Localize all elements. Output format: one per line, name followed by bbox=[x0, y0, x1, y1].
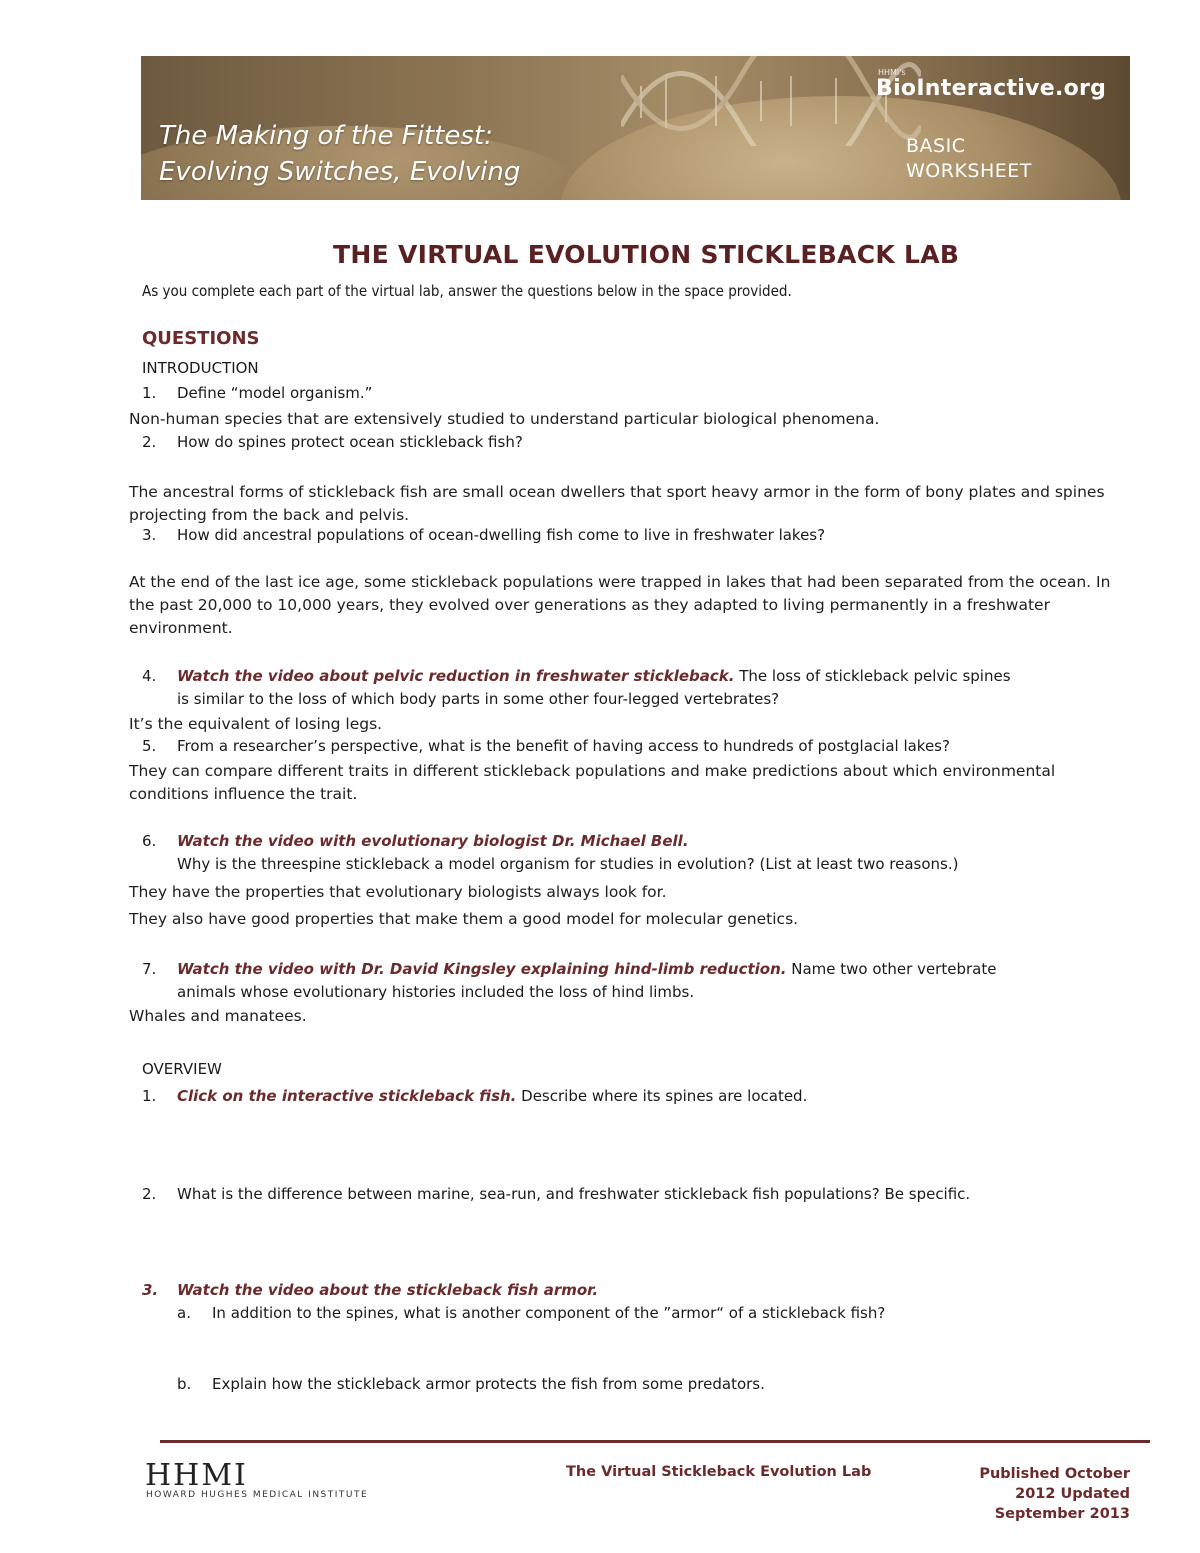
question-text: The loss of stickleback pelvic spines bbox=[734, 667, 1011, 685]
introduction-label: INTRODUCTION bbox=[142, 359, 259, 377]
question-intro-3 bbox=[142, 526, 825, 544]
banner-title-line2: Evolving Switches, Evolving bbox=[159, 157, 521, 187]
question-number: 6. bbox=[142, 832, 157, 850]
question-number: 5. bbox=[142, 737, 157, 755]
question-intro-4-cont: is similar to the loss of which body parts in some other four-legged vertebrates? bbox=[177, 690, 780, 708]
question-number: 7. bbox=[142, 960, 157, 978]
question-overview-3a bbox=[177, 1304, 885, 1322]
question-lead: Watch the video with evolutionary biologist Dr. Michael Bell. bbox=[177, 832, 689, 850]
dna-helix-icon bbox=[621, 56, 921, 146]
question-letter: b. bbox=[177, 1375, 192, 1393]
intro-text: As you complete each part of the virtual lab, answer the questions below in the space provided. bbox=[142, 282, 792, 300]
answer-intro-7: Whales and manatees. bbox=[129, 1007, 307, 1025]
question-overview-3 bbox=[142, 1281, 598, 1299]
badge-line2: WORKSHEET bbox=[906, 160, 1032, 182]
footer-date-line3: September 2013 bbox=[994, 1506, 1130, 1522]
answer-intro-2: The ancestral forms of stickleback fish are small ocean dwellers that sport heavy armor in the form of bony plates and spines projecting from the back and pelvis. bbox=[129, 483, 1105, 524]
question-text: From a researcher’s perspective, what is the benefit of having access to hundreds of postglacial lakes? bbox=[177, 737, 950, 755]
hhmi-logo-subtitle: HOWARD HUGHES MEDICAL INSTITUTE bbox=[146, 1490, 369, 1500]
footer-divider bbox=[160, 1440, 1150, 1443]
answer-intro-5: They can compare different traits in different stickleback populations and make predictions about which environmental conditions influence the trait. bbox=[129, 762, 1056, 803]
question-number: 1. bbox=[142, 384, 157, 402]
question-text: Name two other vertebrate bbox=[786, 960, 997, 978]
question-intro-1 bbox=[142, 384, 372, 402]
header-banner bbox=[141, 56, 1130, 200]
question-number: 4. bbox=[142, 667, 157, 685]
question-intro-6-cont: Why is the threespine stickleback a model organism for studies in evolution? (List at least two reasons.) bbox=[177, 855, 959, 873]
footer-date-line2: 2012 Updated bbox=[1015, 1486, 1130, 1502]
page-title: THE VIRTUAL EVOLUTION STICKLEBACK LAB bbox=[333, 240, 960, 269]
question-overview-3b bbox=[177, 1375, 765, 1393]
footer-date bbox=[979, 1464, 1130, 1524]
question-lead: Click on the interactive stickleback fish. bbox=[177, 1087, 517, 1105]
question-text: Define “model organism.” bbox=[177, 384, 373, 402]
question-intro-5 bbox=[142, 737, 950, 755]
question-number: 2. bbox=[142, 433, 157, 451]
section-title: QUESTIONS bbox=[142, 328, 260, 349]
question-text: How did ancestral populations of ocean-dwelling fish come to live in freshwater lakes? bbox=[177, 526, 826, 544]
question-lead: Watch the video about pelvic reduction in freshwater stickleback. bbox=[177, 667, 735, 685]
question-text: In addition to the spines, what is another component of the ”armor“ of a stickleback fish? bbox=[212, 1304, 886, 1322]
answer-intro-1: Non-human species that are extensively studied to understand particular biological phenomena. bbox=[129, 410, 880, 428]
biointeractive-logo[interactable]: BioInteractive.org bbox=[876, 76, 1107, 101]
question-text: Describe where its spines are located. bbox=[516, 1087, 808, 1105]
question-lead: Watch the video with Dr. David Kingsley explaining hind-limb reduction. bbox=[177, 960, 787, 978]
answer-intro-3: At the end of the last ice age, some stickleback populations were trapped in lakes that had been separated from the ocean. In the past 20,000 to 10,000 years, they evolved over generations as they adapted to living permanently in a freshwater environment. bbox=[129, 573, 1111, 637]
banner-title bbox=[159, 118, 520, 190]
question-text: Explain how the stickleback armor protects the fish from some predators. bbox=[212, 1375, 765, 1393]
question-intro-6 bbox=[142, 832, 689, 850]
question-overview-1 bbox=[142, 1087, 807, 1105]
badge-line1: BASIC bbox=[906, 135, 966, 157]
worksheet-badge bbox=[906, 134, 1032, 184]
footer-date-line1: Published October bbox=[979, 1466, 1130, 1482]
question-intro-7 bbox=[142, 960, 996, 978]
footer-title: The Virtual Stickleback Evolution Lab bbox=[566, 1464, 872, 1480]
question-overview-2 bbox=[142, 1185, 970, 1203]
question-letter: a. bbox=[177, 1304, 191, 1322]
overview-label: OVERVIEW bbox=[142, 1060, 222, 1078]
question-lead: Watch the video about the stickleback fish armor. bbox=[177, 1281, 599, 1299]
answer-intro-4: It’s the equivalent of losing legs. bbox=[129, 715, 383, 733]
question-intro-4 bbox=[142, 667, 1011, 685]
question-number: 3. bbox=[142, 526, 157, 544]
question-number: 1. bbox=[142, 1087, 157, 1105]
logo-prefix: HHMI's bbox=[878, 68, 906, 77]
question-text: How do spines protect ocean stickleback fish? bbox=[177, 433, 523, 451]
banner-title-line1: The Making of the Fittest: bbox=[159, 121, 493, 151]
question-text: What is the difference between marine, sea-run, and freshwater stickleback fish populations? Be specific. bbox=[177, 1185, 971, 1203]
hhmi-logo: HHMI bbox=[145, 1458, 248, 1493]
question-intro-7-cont: animals whose evolutionary histories included the loss of hind limbs. bbox=[177, 983, 695, 1001]
question-number: 2. bbox=[142, 1185, 157, 1203]
answer-intro-6b: They also have good properties that make them a good model for molecular genetics. bbox=[129, 910, 799, 928]
question-number: 3. bbox=[142, 1281, 159, 1299]
answer-intro-6a: They have the properties that evolutionary biologists always look for. bbox=[129, 883, 667, 901]
question-intro-2 bbox=[142, 433, 523, 451]
